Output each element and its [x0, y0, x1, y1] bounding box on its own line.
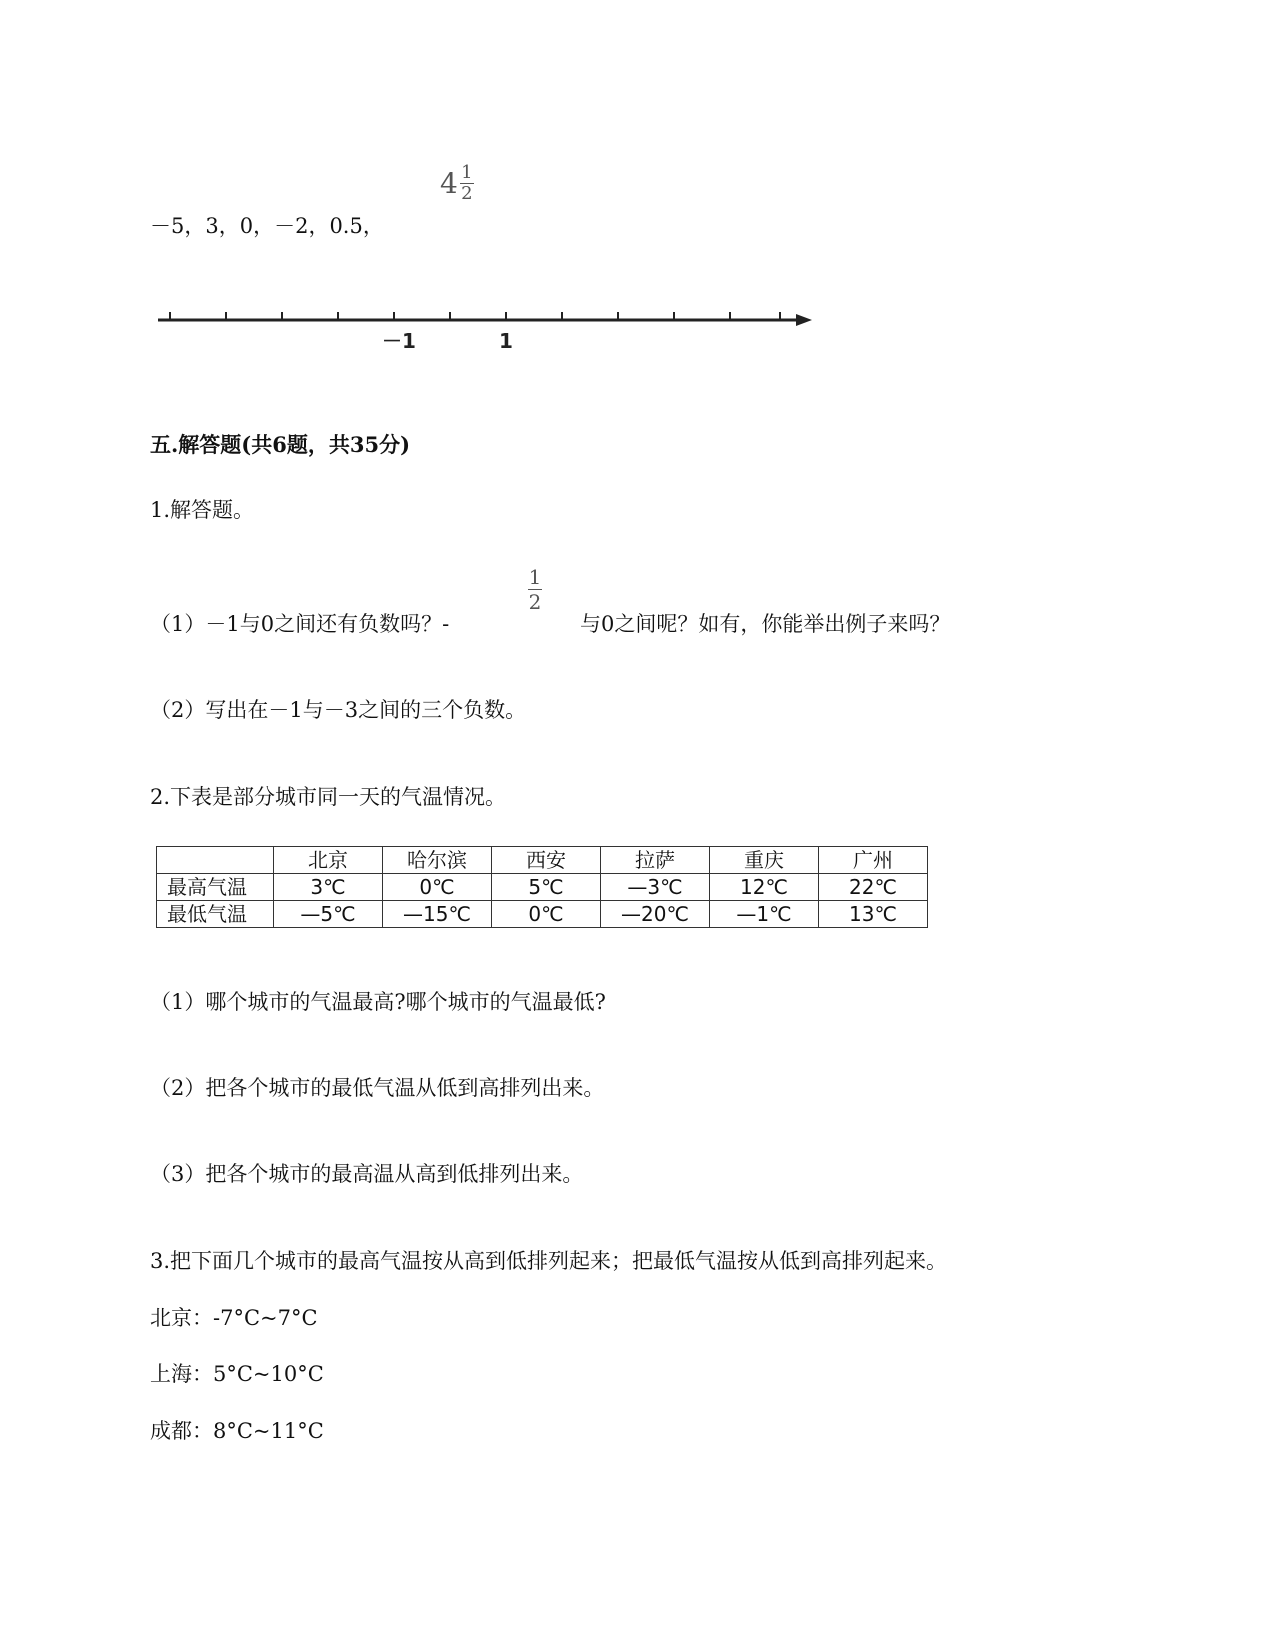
table-cell: 0℃ [383, 874, 492, 901]
q2-sub3: （3）把各个城市的最高温从高到低排列出来。 [150, 1162, 584, 1186]
table-cell: —5℃ [274, 901, 383, 928]
q1-sub2: （2）写出在－1与－3之间的三个负数。 [150, 698, 527, 722]
q1-sub1-before: （1）－1与0之间还有负数吗？- [150, 612, 450, 636]
section-title: 五.解答题(共6题，共35分) [150, 432, 411, 457]
q3-title: 3.把下面几个城市的最高气温按从高到低排列起来；把最低气温按从低到高排列起来。 [150, 1249, 948, 1273]
table-cell: —20℃ [601, 901, 710, 928]
q3-line-chengdu: 成都：8°C~11°C [150, 1419, 324, 1443]
table-cell: 12℃ [710, 874, 819, 901]
table-header-cell: 哈尔滨 [383, 847, 492, 874]
q1-frac-numerator: 1 [528, 565, 542, 589]
q1-fraction [528, 566, 542, 613]
table-row-label: 最低气温 [157, 901, 274, 928]
table-cell: 0℃ [492, 901, 601, 928]
table-cell: 13℃ [819, 901, 928, 928]
table-row [157, 901, 928, 928]
table-cell: 5℃ [492, 874, 601, 901]
table-cell: —1℃ [710, 901, 819, 928]
number-line-label-1: 1 [499, 329, 513, 353]
temperature-table [156, 846, 928, 928]
mixed-fraction [460, 164, 474, 203]
table-cell: 22℃ [819, 874, 928, 901]
number-line [150, 300, 830, 360]
table-corner [157, 847, 274, 874]
number-line-label-neg1: －1 [382, 329, 416, 353]
table-cell: 3℃ [274, 874, 383, 901]
mixed-numerator: 1 [461, 162, 473, 183]
mixed-whole: 4 [440, 167, 458, 200]
table-header-cell: 重庆 [710, 847, 819, 874]
mixed-number [440, 164, 474, 203]
table-header-cell: 北京 [274, 847, 383, 874]
mixed-denominator: 2 [461, 183, 473, 204]
q3-line-shanghai: 上海：5°C~10°C [150, 1362, 324, 1386]
table-row-label: 最高气温 [157, 874, 274, 901]
table-row [157, 874, 928, 901]
table-cell: —3℃ [601, 874, 710, 901]
table-cell: —15℃ [383, 901, 492, 928]
q1-title: 1.解答题。 [150, 498, 255, 522]
q2-title: 2.下表是部分城市同一天的气温情况。 [150, 785, 507, 809]
table-header-cell: 拉萨 [601, 847, 710, 874]
q1-sub1-after: 与0之间呢？如有，你能举出例子来吗？ [580, 612, 951, 636]
q2-sub2: （2）把各个城市的最低气温从低到高排列出来。 [150, 1076, 605, 1100]
q1-frac-denominator: 2 [528, 590, 542, 614]
q3-line-beijing: 北京：-7°C~7°C [150, 1306, 318, 1330]
table-header-cell: 西安 [492, 847, 601, 874]
table-header-row [157, 847, 928, 874]
number-line-arrow [796, 314, 812, 326]
number-list: －5，3，0，－2，0.5， [150, 214, 384, 238]
table-header-cell: 广州 [819, 847, 928, 874]
q2-sub1: （1）哪个城市的气温最高?哪个城市的气温最低? [150, 990, 606, 1014]
